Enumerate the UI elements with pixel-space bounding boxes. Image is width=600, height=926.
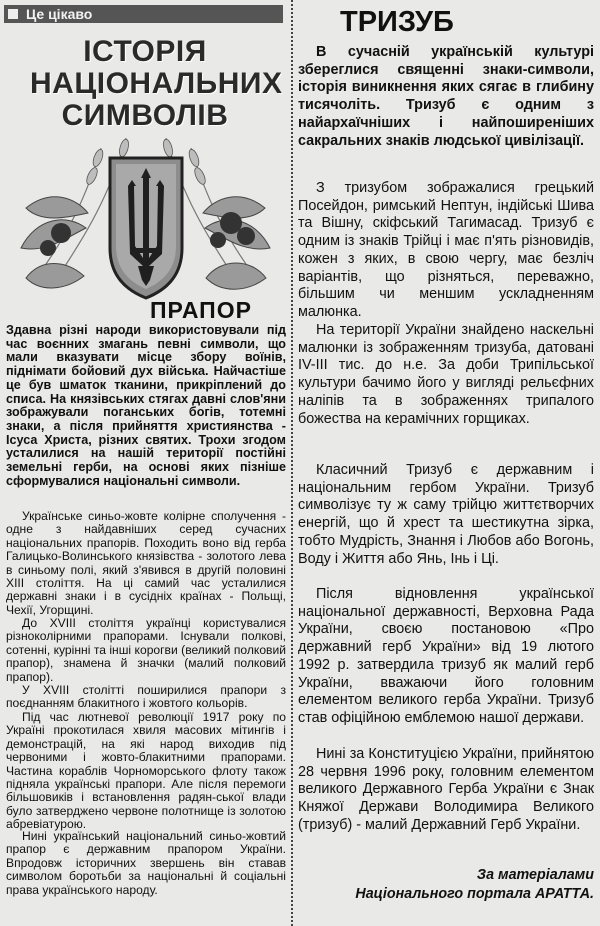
main-title-line-1: ІСТОРІЯ — [83, 35, 207, 68]
tryzub-paragraph-5: Нині за Конституцією України, прийнятою 28 червня 1996 року, головним елементом великого Державного Герба України є Знак Княжої Держави Володимира Великого (тризуб) - малий Державний Герб України. — [298, 746, 594, 833]
section-heading-prapor: ПРАПОР — [150, 297, 252, 323]
prapor-paragraph-5: Нині український національний синьо-жовтий прапор є державним прапором України. Впродовж історичних звершень він ставав символом боротьби за національні й соціальні права українського народу. — [6, 829, 286, 897]
tryzub-paragraph-1: З тризубом зображалися грецький Посейдон, римський Нептун, індійські Шива та Вішну, скіфський Тагимасад. Тризуб є одним із знаків Трійці і має п'ять різновидів, кожен з яких, в свою чергу, має безліч варіантів, що різняться, переважно, більшим чи меншим ускладненням малюнка. — [298, 180, 594, 320]
prapor-paragraph-3: У XVIII столітті поширилися прапори з поєднанням блакитного і жовтого кольорів. — [6, 683, 286, 711]
column-divider — [291, 0, 295, 926]
source-credit-line-2: Національного портала АРАТТА. — [355, 886, 594, 902]
rubric-label: Це цікаво — [26, 6, 93, 22]
prapor-paragraph-2: До XVIII століття українці користувалися різноколірними прапорами. Існували полкові, сотенні, курінні та інші корогви (великий полковий прапор), знамена й значки (малий полковий прапор). — [6, 616, 286, 684]
tryzub-lead-paragraph: В сучасній українській культурі збереглися священні знаки-символи, історія виникнення яких сягає в глибину тисячоліть. Тризуб є одним з найархаїчніших і найпоширеніших сакральних знаків людської цивілізації. — [298, 44, 594, 149]
main-title-line-2: НАЦІОНАЛЬНИХ — [30, 67, 283, 100]
main-title — [30, 35, 283, 132]
tryzub-paragraph-4: Після відновлення української національної державності, Верховна Рада України, своєю постановою «Про державний герб України» від 19 лютого 1992 р. затвердила тризуб як малий герб України, вважаючи його головним елементом великого герба України. Тризуб став офіційною емблемою нашої держави. — [298, 586, 594, 726]
left-column — [0, 0, 289, 926]
section-heading-tryzub: ТРИЗУБ — [340, 6, 454, 38]
rubric-square-icon — [8, 9, 18, 19]
prapor-lead-paragraph: Здавна різні народи використовували під час воєнних змагань певні символи, що мали вказувати місце збору воїнів, піднімати бойовий дух війська. Найчастіше це був шматок тканини, прикріплений до списа. На князівських стягах давні слов'яни зображували поганських богів, тотемні знаки, а після прийняття християнства - Ісуса Христа, різних святих. Трохи згодом усталилися на нашій території постійні земельні герби, на основі яких пізніше сформувалися національні символи. — [6, 323, 286, 488]
source-credit-line-1: За матеріалами — [476, 867, 594, 883]
main-title-line-3: СИМВОЛІВ — [61, 99, 229, 132]
tryzub-paragraph-3: Класичний Тризуб є державним і національним гербом України. Тризуб символізує ту ж саму трійцю життєтворчих енергій, що й хрест та шестикутна зірка, тобто Мудрість, Знання і Любов або Вогонь, Воду і Життя або Янь, Інь і Ці. — [298, 462, 594, 567]
tryzub-paragraph-2: На території України знайдено наскельні малюнки із зображенням тризуба, датовані IV-III тис. до н.е. За доби Трипільської культури бачимо його у вигляді рельєфних наліпів та в зображеннях трипалого божества на керамічних горщиках. — [298, 322, 594, 427]
prapor-paragraph-1: Українське синьо-жовте колірне сполучення - одне з найдавніших серед сучасних національних прапорів. Походить воно від герба Галицько-Волинського князівства - золотого лева в синьому полі, який з'явився в другій половині XIII століття. На ці самий час усталилися державні знаки і в сусідніх країнах - Польщі, Чехії, Угорщині. — [6, 509, 286, 617]
trident-coat-of-arms-icon — [6, 128, 285, 314]
prapor-paragraph-4: Під час лютневої революції 1917 року по Україні прокотилася хвиля масових мітингів і демонстрацій, на які народ виходив під червоними і жовто-блакитними прапорами. Частина кораблів Чорноморського флоту також підняла українські прапори. Але після перемоги більшовиків і встановлення радян-ської влади було затверджено червоне полотнище із золотою абревіатурою. — [6, 710, 286, 832]
